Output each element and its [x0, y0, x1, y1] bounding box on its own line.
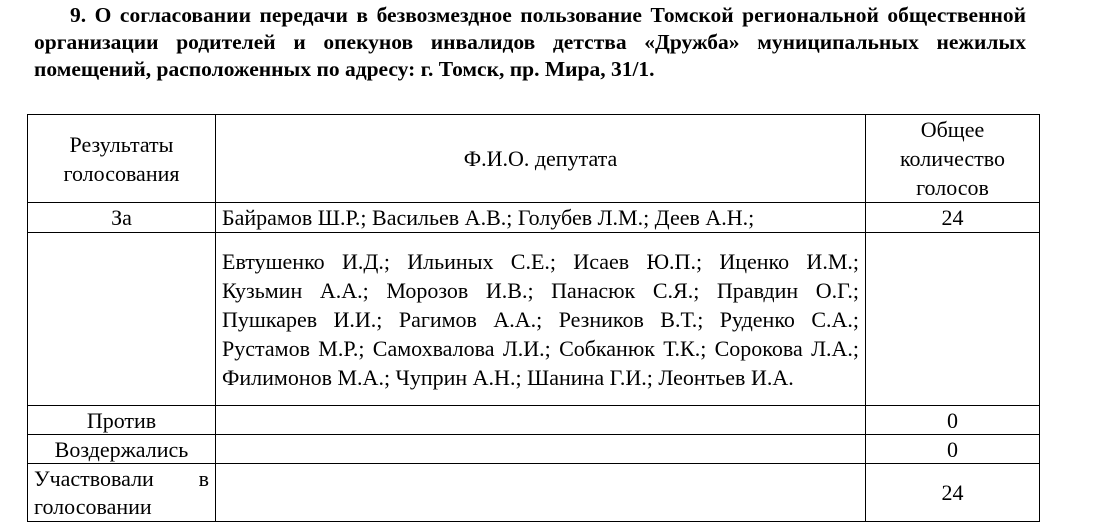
table-row-for — [28, 203, 1040, 233]
row-names-participated — [216, 464, 866, 522]
row-count-empty — [866, 233, 1040, 406]
table-row-participated — [28, 464, 1040, 522]
row-label-abstained: Воздержались — [28, 435, 216, 464]
table-header-row — [28, 115, 1040, 203]
row-names-abstained — [216, 435, 866, 464]
row-label-participated: Участвовали в голосовании — [28, 464, 216, 522]
header-results: Результаты голосования — [28, 115, 216, 203]
header-deputy: Ф.И.О. депутата — [216, 115, 866, 203]
row-count-for: 24 — [866, 203, 1040, 233]
row-count-participated: 24 — [866, 464, 1040, 522]
header-total: Общее количество голосов — [866, 115, 1040, 203]
table-row-against — [28, 406, 1040, 435]
row-count-against: 0 — [866, 406, 1040, 435]
row-label-empty — [28, 233, 216, 406]
row-label-for: За — [28, 203, 216, 233]
row-names-against — [216, 406, 866, 435]
row-names-for-rest: Евтушенко И.Д.; Ильиных С.Е.; Исаев Ю.П.; Иценко И.М.; Кузьмин А.А.; Морозов И.В.; Панасюк С.Я.; Правдин О.Г.; Пушкарев И.И.; Рагимов А.А.; Резников В.Т.; Руденко С.А.; Рустамов М.Р.; Самохвалова Л.И.; Собканюк Т.К.; Сорокова Л.А.; Филимонов М.А.; Чуприн А.Н.; Шанина Г.И.; Леонтьев И.А. — [216, 233, 866, 406]
agenda-item-title: О согласовании передачи в безвозмездное пользование Томской региональной общественной организации родителей и опекунов инвалидов детства «Дружба» муниципальных нежилых помещений, расположенных по адресу: г. Томск, пр. Мира, 31/1. — [34, 3, 1026, 81]
row-count-abstained: 0 — [866, 435, 1040, 464]
row-names-for-line1: Байрамов Ш.Р.; Васильев А.В.; Голубев Л.М.; Деев А.Н.; — [216, 203, 866, 233]
row-label-against: Против — [28, 406, 216, 435]
table-row-abstained — [28, 435, 1040, 464]
agenda-item-number: 9. — [70, 3, 87, 27]
agenda-item-heading — [34, 2, 1026, 83]
voting-results-table — [27, 114, 1040, 522]
table-row-for-continued — [28, 233, 1040, 406]
